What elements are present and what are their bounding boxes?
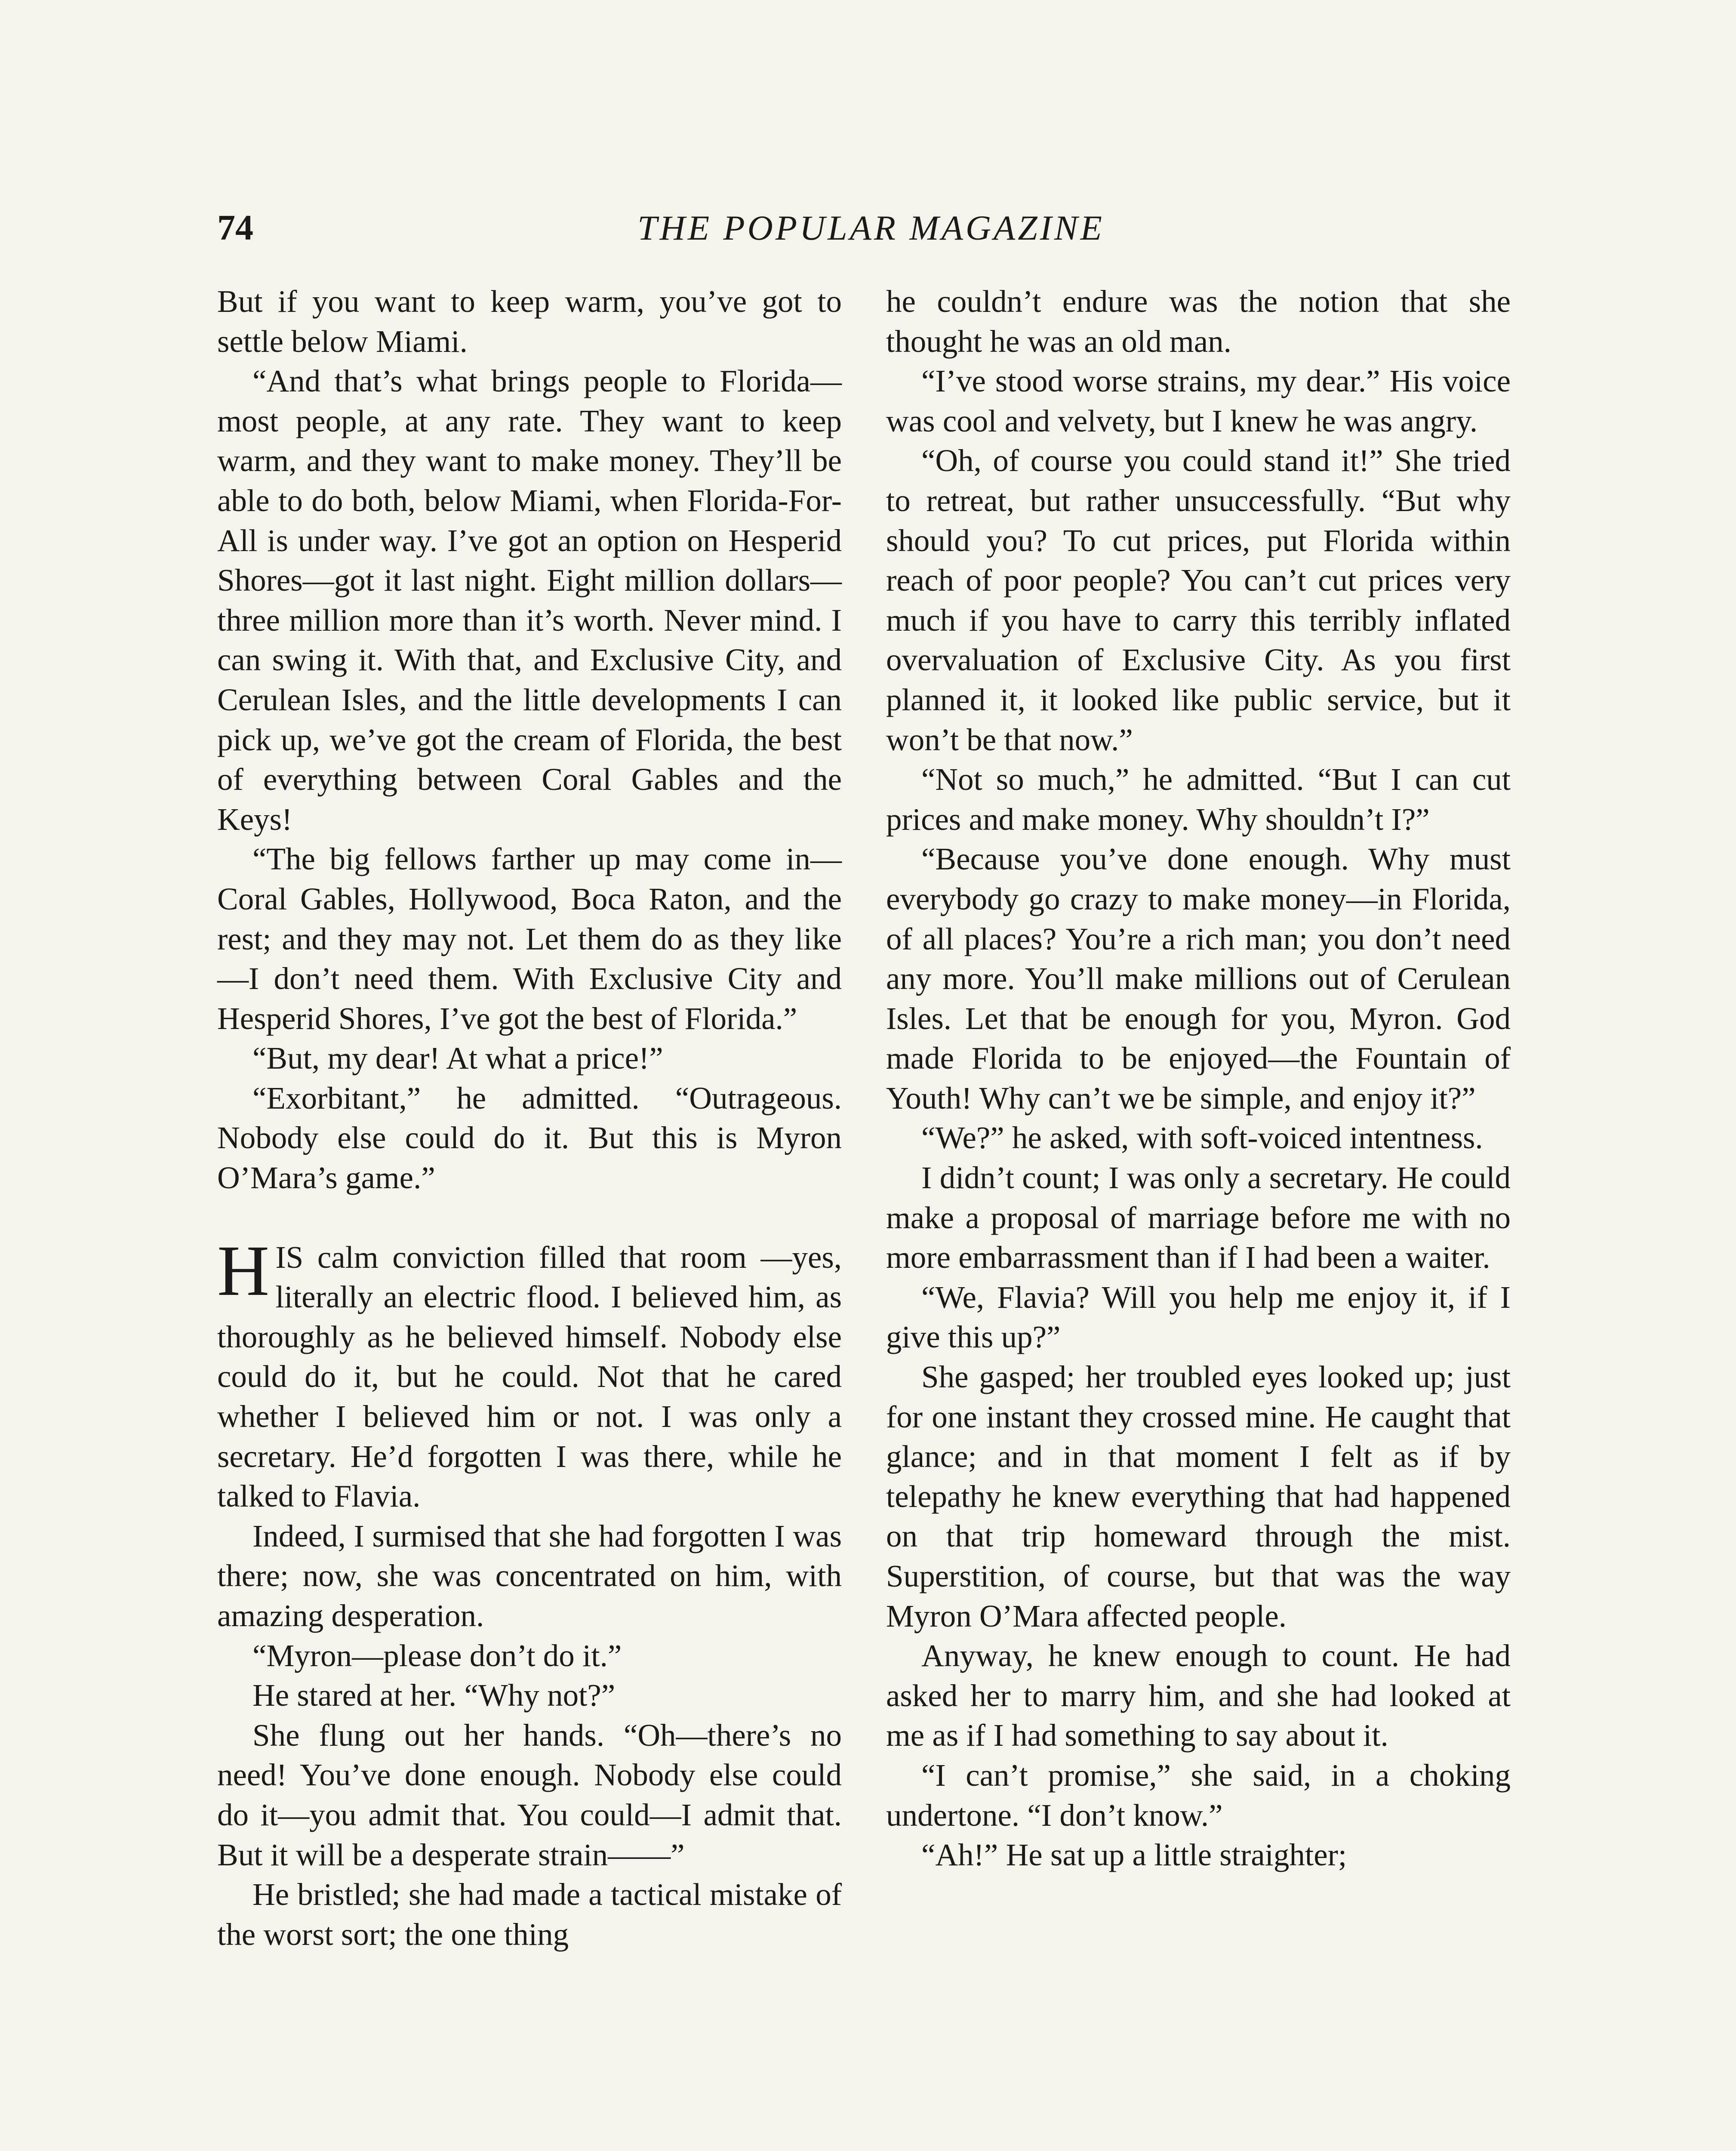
paragraph: Indeed, I surmised that she had forgotten I was there; now, she was concentrated on him, with amazing desperation. [217, 1518, 842, 1633]
paragraph: She flung out her hands. “Oh—there’s no need! You’ve done enough. Nobody else could do it—you admit that. You could—I admit that. But it will be a desperate strain——” [217, 1717, 842, 1872]
paragraph: He stared at her. “Why not?” [252, 1678, 616, 1713]
right-column [886, 282, 1511, 1875]
page-header [217, 202, 1525, 267]
paragraph: “I’ve stood worse strains, my dear.” His voice was cool and velvety, but I knew he was angry. [886, 364, 1511, 438]
section-text: IS calm conviction filled that room —yes, literally an electric flood. I believed him, as thoroughly as he believed himself. Nobody else could do it, but he could. Not that he cared whether I believed him or not. I was only a secretary. He’d forgotten I was there, while he talked to Flavia. [217, 1239, 842, 1514]
paragraph: Anyway, he knew enough to count. He had asked her to marry him, and she had looked at me as if I had something to say about it. [886, 1638, 1511, 1753]
paragraph: he couldn’t endure was the notion that she thought he was an old man. [886, 284, 1511, 359]
paragraph: “And that’s what brings people to Florida—most people, at any rate. They want to keep warm, and they want to make money. They’ll be able to do both, below Miami, when Florida-For-All is under way. I’ve got an option on Hesperid Shores—got it last night. Eight million dollars—three million more than it’s worth. Never mind. I can swing it. With that, and Exclusive City, and Cerulean Isles, and the little developments I can pick up, we’ve got the cream of Florida, the best of everything between Coral Gables and the Keys! [217, 364, 842, 837]
paragraph: He bristled; she had made a tactical mistake of the worst sort; the one thing [217, 1877, 842, 1952]
paragraph: “But, my dear! At what a price!” [252, 1041, 663, 1076]
paragraph: “We, Flavia? Will you help me enjoy it, if I give this up?” [886, 1279, 1511, 1355]
paragraph: “Not so much,” he admitted. “But I can cut prices and make money. Why shouldn’t I?” [886, 762, 1511, 837]
paragraph: “Myron—please don’t do it.” [252, 1638, 622, 1673]
paragraph: “We?” he asked, with soft-voiced intentness. [921, 1120, 1483, 1156]
paragraph: “I can’t promise,” she said, in a choking undertone. “I don’t know.” [886, 1757, 1511, 1833]
paragraph: But if you want to keep warm, you’ve got to settle below Miami. [217, 284, 842, 359]
page-number: 74 [217, 208, 253, 248]
paragraph: “Exorbitant,” he admitted. “Outrageous. Nobody else could do it. But this is Myron O’Mara’s game.” [217, 1080, 842, 1196]
section-paragraph [217, 1230, 842, 1516]
left-column [217, 282, 842, 1954]
paragraph: She gasped; her troubled eyes looked up; just for one instant they crossed mine. He caught that glance; and in that moment I felt as if by telepathy he knew everything that had happened on that trip homeward through the mist. Superstition, of course, but that was the way Myron O’Mara affected people. [886, 1359, 1511, 1633]
paragraph: “Ah!” He sat up a little straighter; [921, 1837, 1347, 1873]
paragraph: “The big fellows farther up may come in—Coral Gables, Hollywood, Boca Raton, and the rest; and they may not. Let them do as they like—I don’t need them. With Exclusive City and Hesperid Shores, I’ve got the best of Florida.” [217, 841, 842, 1036]
paragraph: “Because you’ve done enough. Why must everybody go crazy to make money—in Florida, of all places? You’re a rich man; you don’t need any more. You’ll make millions out of Cerulean Isles. Let that be enough for you, Myron. God made Florida to be enjoyed—the Fountain of Youth! Why can’t we be simple, and enjoy it?” [886, 841, 1511, 1116]
paragraph: I didn’t count; I was only a secretary. He could make a proposal of marriage before me with no more embarrassment than if I had been a waiter. [886, 1160, 1511, 1275]
paragraph: “Oh, of course you could stand it!” She tried to retreat, but rather unsuccessfully. “But why should you? To cut prices, put Florida within reach of poor people? You can’t cut prices very much if you have to carry this terribly inflated overvaluation of Exclusive City. As you first planned it, it looked like public service, but it won’t be that now.” [886, 443, 1511, 757]
running-title: THE POPULAR MAGAZINE [637, 208, 1105, 247]
drop-cap: H [217, 1230, 270, 1311]
